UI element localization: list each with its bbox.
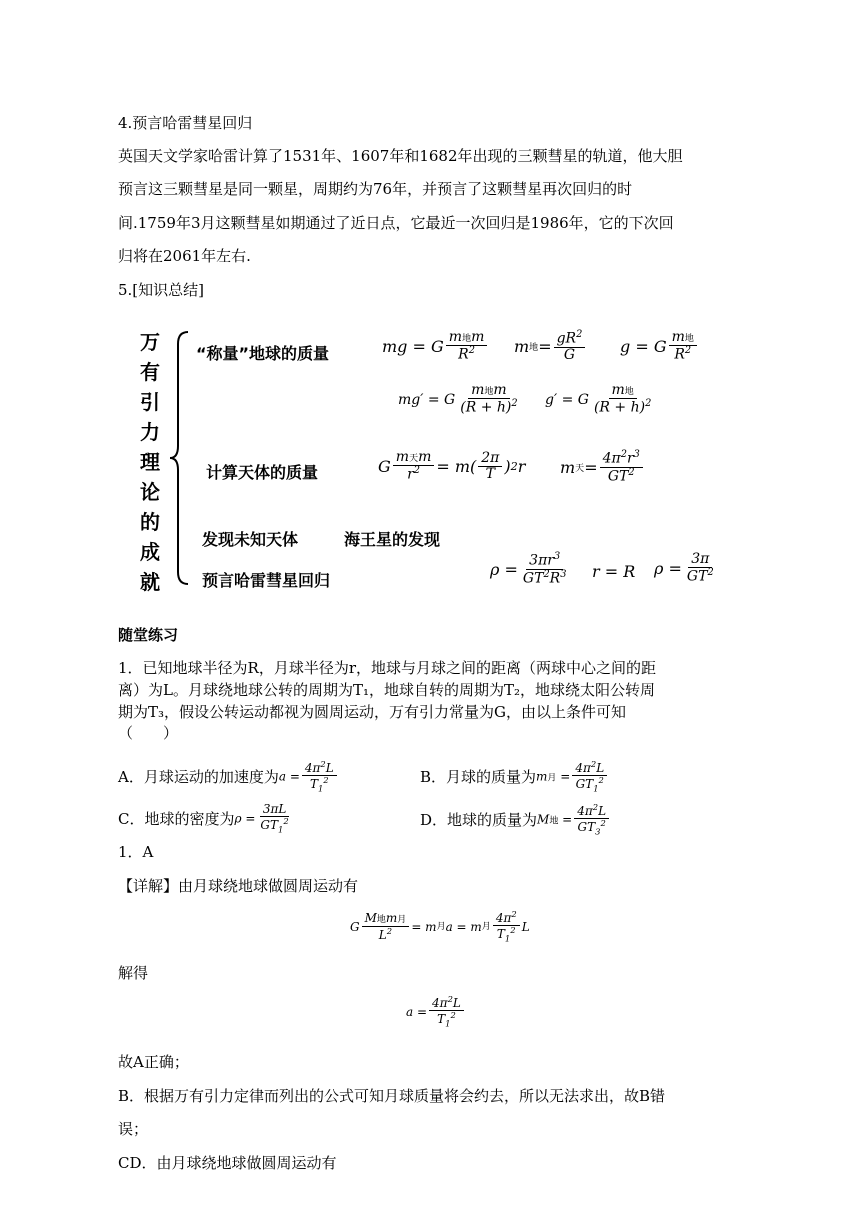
formula-centripetal: G $\frac{\text{m天m}}{r^2}$ = m( $\frac{2\pi}{T}$ ) 2 r xyxy=(378,449,526,484)
detail-equation-2: a = $\frac{4\pi^2L}{T_1^2}$ xyxy=(406,995,466,1029)
formula-m-earth: m 地 = $\frac{gR^2}{G}$ xyxy=(514,330,587,363)
cd-explanation: CD．由月球绕地球做圆周运动有 xyxy=(118,1154,337,1172)
question1-line-1: 1．已知地球半径为R，月球半径为r，地球与月球之间的距离（两球中心之间的距 xyxy=(118,659,657,677)
option-a-label: A．月球运动的加速度为 xyxy=(118,767,279,786)
vertical-title-char: 的 xyxy=(140,510,160,534)
practice-heading: 随堂练习 xyxy=(118,626,179,644)
detail-equation-1: G $\frac{\text{M地m月}}{L^2}$ = m 月 a = m 月 $\frac{4\pi^2}{T_1^2}$ L xyxy=(350,909,530,944)
section4-line-4: 归将在2061年左右. xyxy=(118,247,251,265)
section4-line-3: 间.1759年3月这颗彗星如期通过了近日点，它最近一次回归是1986年，它的下次回 xyxy=(118,214,674,232)
summary-row4-label: 预言哈雷彗星回归 xyxy=(202,571,331,590)
vertical-title-char: 力 xyxy=(140,420,160,444)
option-b-label: B．月球的质量为 xyxy=(420,767,537,786)
vertical-title-char: 引 xyxy=(140,390,160,414)
formula-density: ρ = $\frac{3\pi r^3}{GT^2R^3}$ xyxy=(490,551,567,587)
option-b xyxy=(420,760,609,794)
vertical-title-char: 万 xyxy=(140,330,160,354)
section4-line-2: 预言这三颗彗星是同一颗星，周期约为76年，并预言了这颗彗星再次回归的时 xyxy=(118,180,633,198)
option-d xyxy=(420,803,611,837)
answer: 1．A xyxy=(118,843,154,861)
b-explanation-line-1: B．根据万有引力定律而列出的公式可知月球质量将会约去，所以无法求出，故B错 xyxy=(118,1087,666,1105)
option-d-formula: M地 = $\frac{4\pi^2L}{GT_3^2}$ xyxy=(537,803,611,837)
option-c-formula: ρ = $\frac{3\pi L}{GT_1^2}$ xyxy=(234,802,289,835)
option-c xyxy=(118,803,294,835)
option-d-label: D．地球的质量为 xyxy=(420,810,538,829)
summary-row2-label: 计算天体的质量 xyxy=(206,463,319,482)
formula-g-prime: g′ = G $\frac{\text{m地}}{(R + h)^2}$ xyxy=(545,382,652,417)
formula-density-simple: ρ = $\frac{3\pi}{GT^2}$ xyxy=(654,551,714,586)
option-b-formula: m月 = $\frac{4\pi^2L}{GT_1^2}$ xyxy=(536,760,609,794)
formula-g: g = G $\frac{\text{m地}}{R^2}$ xyxy=(620,330,699,363)
summary-row1-label: “称量”地球的质量 xyxy=(196,344,330,363)
vertical-title-char: 理 xyxy=(140,450,160,474)
question1-line-4: （ ） xyxy=(118,724,179,742)
formula-mg: mg = G $\frac{\text{m地m}}{R^2}$ xyxy=(382,330,489,363)
option-a-formula: a = $\frac{4\pi^2L}{T_1^2}$ xyxy=(279,760,339,794)
vertical-title-char: 成 xyxy=(140,540,160,564)
section5-heading: 5.[知识总结] xyxy=(118,281,205,299)
b-explanation-line-2: 误； xyxy=(118,1120,149,1138)
option-c-label: C．地球的密度为 xyxy=(118,809,235,828)
formula-m-sky: m 天 = $\frac{4\pi^2r^3}{GT^2}$ xyxy=(560,450,645,485)
a-correct: 故A正确； xyxy=(118,1053,189,1071)
summary-row3-label2: 海王星的发现 xyxy=(344,530,441,549)
solve-text: 解得 xyxy=(118,964,149,982)
vertical-title-char: 有 xyxy=(140,360,160,384)
section4-heading: 4.预言哈雷彗星回归 xyxy=(118,114,253,132)
formula-mg-prime: mg′ = G $\frac{\text{m地m}}{(R + h)^2}$ xyxy=(398,382,518,417)
option-a xyxy=(118,760,339,794)
vertical-title-char: 就 xyxy=(140,570,160,594)
summary-row3-label: 发现未知天体 xyxy=(202,530,299,549)
formula-r-equals-R: r = R xyxy=(592,562,636,581)
vertical-title-char: 论 xyxy=(140,480,160,504)
question1-line-2: 离）为L。月球绕地球公转的周期为T₁，地球自转的周期为T₂，地球绕太阳公转周 xyxy=(118,681,656,699)
section4-line-1: 英国天文学家哈雷计算了1531年、1607年和1682年出现的三颗彗星的轨道，他大胆 xyxy=(118,147,683,165)
detail-intro: 【详解】由月球绕地球做圆周运动有 xyxy=(118,877,359,895)
curly-brace-icon xyxy=(168,330,192,586)
question1-line-3: 期为T₃，假设公转运动都视为圆周运动，万有引力常量为G，由以上条件可知 xyxy=(118,703,627,721)
